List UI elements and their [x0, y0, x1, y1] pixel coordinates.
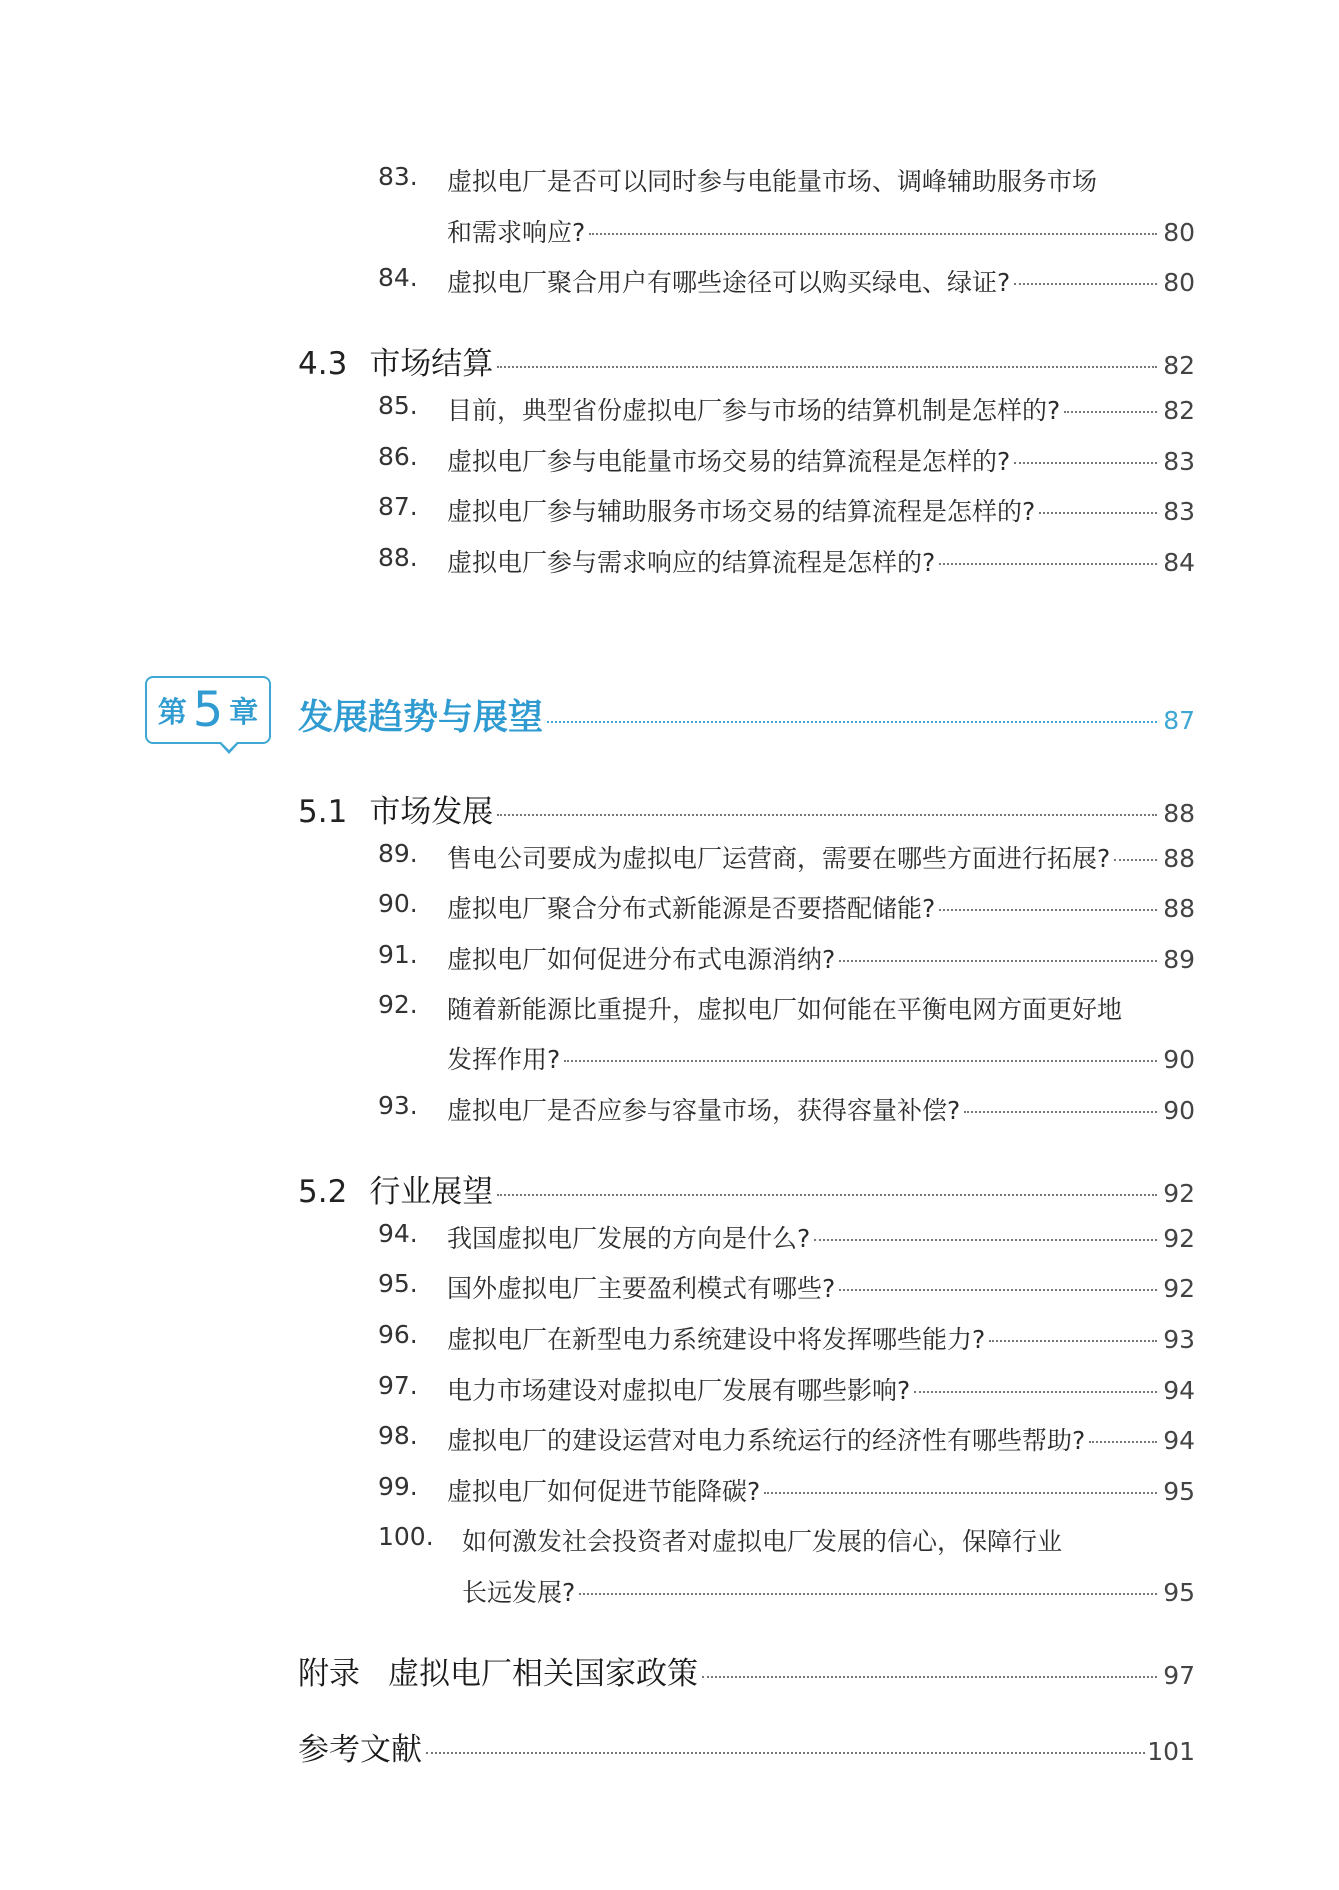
section-title: 市场结算 [369, 346, 494, 382]
page-number: 95 [1163, 1477, 1195, 1506]
entry-text: 电力市场建设对虚拟电厂发展有哪些影响? [447, 1376, 911, 1405]
leader-dots [764, 1492, 1157, 1494]
leader-dots [589, 233, 1157, 235]
entry-number: 91. [378, 940, 418, 969]
entry-number: 96. [378, 1320, 418, 1349]
page-number: 84 [1163, 548, 1195, 577]
page-number: 83 [1163, 497, 1195, 526]
page-number: 90 [1163, 1045, 1195, 1074]
page-number: 92 [1163, 1179, 1195, 1208]
chapter-badge [145, 676, 271, 744]
page-number: 88 [1163, 844, 1195, 873]
toc-entry-99[interactable] [447, 1472, 1195, 1508]
leader-dots [426, 1752, 1145, 1754]
toc-references[interactable] [298, 1724, 1195, 1769]
toc-entry-91[interactable] [447, 940, 1195, 976]
leader-dots [1064, 411, 1157, 413]
page-number: 90 [1163, 1096, 1195, 1125]
chapter-suffix: 章 [229, 694, 259, 729]
toc-entry-83-line1[interactable] [447, 162, 1097, 198]
section-title: 市场发展 [369, 794, 494, 830]
page-number: 95 [1163, 1578, 1195, 1607]
entry-text: 虚拟电厂是否应参与容量市场，获得容量补偿? [447, 1096, 961, 1125]
section-title: 行业展望 [369, 1174, 494, 1210]
entry-number: 89. [378, 839, 418, 868]
entry-text: 如何激发社会投资者对虚拟电厂发展的信心，保障行业 [462, 1527, 1063, 1556]
toc-entry-88[interactable] [447, 543, 1195, 579]
references-title: 参考文献 [298, 1732, 422, 1768]
leader-dots [839, 960, 1157, 962]
entry-text: 虚拟电厂如何促进分布式电源消纳? [447, 945, 836, 974]
toc-entry-92-line1[interactable] [447, 990, 1122, 1026]
entry-text: 长远发展? [462, 1578, 576, 1607]
page-number: 80 [1163, 218, 1195, 247]
entry-number: 90. [378, 889, 418, 918]
entry-number: 98. [378, 1421, 418, 1450]
toc-entry-86[interactable] [447, 442, 1195, 478]
toc-section-4-3[interactable] [298, 338, 1195, 383]
leader-dots [989, 1340, 1157, 1342]
page-number: 80 [1163, 268, 1195, 297]
entry-text: 售电公司要成为虚拟电厂运营商，需要在哪些方面进行拓展? [447, 844, 1111, 873]
leader-dots [497, 814, 1157, 816]
entry-text: 虚拟电厂如何促进节能降碳? [447, 1477, 761, 1506]
toc-entry-100-line1[interactable] [462, 1522, 1062, 1558]
leader-dots [1014, 283, 1157, 285]
leader-dots [914, 1391, 1157, 1393]
chapter-number: 5 [192, 682, 224, 738]
page-number: 88 [1163, 799, 1195, 828]
page-number: 88 [1163, 894, 1195, 923]
entry-text: 虚拟电厂在新型电力系统建设中将发挥哪些能力? [447, 1325, 986, 1354]
entry-number: 100. [378, 1522, 434, 1551]
section-number: 5.1 [298, 794, 348, 830]
toc-entry-98[interactable] [447, 1421, 1195, 1457]
page-number: 93 [1163, 1325, 1195, 1354]
toc-entry-83[interactable] [447, 213, 1195, 249]
appendix-label: 附录 [298, 1656, 360, 1692]
entry-text: 虚拟电厂聚合分布式新能源是否要搭配储能? [447, 894, 936, 923]
toc-entry-92[interactable] [447, 1040, 1195, 1076]
leader-dots [1089, 1441, 1157, 1443]
section-number: 4.3 [298, 346, 348, 382]
entry-text: 虚拟电厂聚合用户有哪些途径可以购买绿电、绿证? [447, 268, 1011, 297]
leader-dots [1014, 462, 1157, 464]
page-number: 94 [1163, 1426, 1195, 1455]
toc-section-5-2[interactable] [298, 1166, 1195, 1211]
toc-appendix[interactable] [298, 1648, 1195, 1693]
entry-number: 87. [378, 492, 418, 521]
entry-number: 86. [378, 442, 418, 471]
leader-dots [964, 1111, 1157, 1113]
chapter-prefix: 第 [157, 694, 187, 729]
page-number: 94 [1163, 1376, 1195, 1405]
entry-number: 92. [378, 990, 418, 1019]
page-number: 92 [1163, 1274, 1195, 1303]
page-number: 92 [1163, 1224, 1195, 1253]
appendix-title: 虚拟电厂相关国家政策 [388, 1656, 698, 1692]
toc-entry-100[interactable] [462, 1573, 1195, 1609]
entry-text: 虚拟电厂的建设运营对电力系统运行的经济性有哪些帮助? [447, 1426, 1086, 1455]
toc-entry-84[interactable] [447, 263, 1195, 299]
toc-entry-87[interactable] [447, 492, 1195, 528]
page-number: 83 [1163, 447, 1195, 476]
entry-text: 发挥作用? [447, 1045, 561, 1074]
leader-dots [702, 1676, 1157, 1678]
section-number: 5.2 [298, 1174, 348, 1210]
badge-tail-inner [220, 741, 238, 750]
page-number: 89 [1163, 945, 1195, 974]
entry-number: 85. [378, 391, 418, 420]
entry-number: 99. [378, 1472, 418, 1501]
leader-dots [939, 563, 1157, 565]
entry-number: 95. [378, 1269, 418, 1298]
entry-text: 随着新能源比重提升，虚拟电厂如何能在平衡电网方面更好地 [447, 995, 1123, 1024]
entry-number: 93. [378, 1091, 418, 1120]
leader-dots [1114, 859, 1157, 861]
entry-number: 94. [378, 1219, 418, 1248]
toc-entry-89[interactable] [447, 839, 1195, 875]
toc-entry-95[interactable] [447, 1269, 1195, 1305]
page-number: 87 [1163, 706, 1195, 735]
entry-number: 84. [378, 263, 418, 292]
page-number: 97 [1163, 1661, 1195, 1690]
leader-dots [497, 366, 1157, 368]
entry-text: 目前，典型省份虚拟电厂参与市场的结算机制是怎样的? [447, 396, 1061, 425]
toc-entry-97[interactable] [447, 1371, 1195, 1407]
leader-dots [497, 1194, 1157, 1196]
entry-number: 83. [378, 162, 418, 191]
leader-dots [839, 1289, 1157, 1291]
toc-entry-96[interactable] [447, 1320, 1195, 1356]
chapter-title: 发展趋势与展望 [298, 698, 544, 738]
entry-text: 虚拟电厂是否可以同时参与电能量市场、调峰辅助服务市场 [447, 167, 1098, 196]
entry-text: 虚拟电厂参与电能量市场交易的结算流程是怎样的? [447, 447, 1011, 476]
toc-entry-90[interactable] [447, 889, 1195, 925]
entry-number: 97. [378, 1371, 418, 1400]
toc-chapter-5[interactable] [298, 690, 1195, 740]
toc-entry-93[interactable] [447, 1091, 1195, 1127]
leader-dots [814, 1239, 1157, 1241]
entry-number: 88. [378, 543, 418, 572]
entry-text: 国外虚拟电厂主要盈利模式有哪些? [447, 1274, 836, 1303]
toc-entry-94[interactable] [447, 1219, 1195, 1255]
page-number: 82 [1163, 396, 1195, 425]
entry-text: 我国虚拟电厂发展的方向是什么? [447, 1224, 811, 1253]
entry-text: 虚拟电厂参与辅助服务市场交易的结算流程是怎样的? [447, 497, 1036, 526]
leader-dots [564, 1060, 1157, 1062]
entry-text: 和需求响应? [447, 218, 586, 247]
entry-text: 虚拟电厂参与需求响应的结算流程是怎样的? [447, 548, 936, 577]
page-number: 82 [1163, 351, 1195, 380]
leader-dots [547, 721, 1157, 723]
leader-dots [579, 1593, 1157, 1595]
toc-entry-85[interactable] [447, 391, 1195, 427]
page-number: 101 [1147, 1737, 1195, 1766]
toc-section-5-1[interactable] [298, 786, 1195, 831]
leader-dots [1039, 512, 1157, 514]
leader-dots [939, 909, 1157, 911]
